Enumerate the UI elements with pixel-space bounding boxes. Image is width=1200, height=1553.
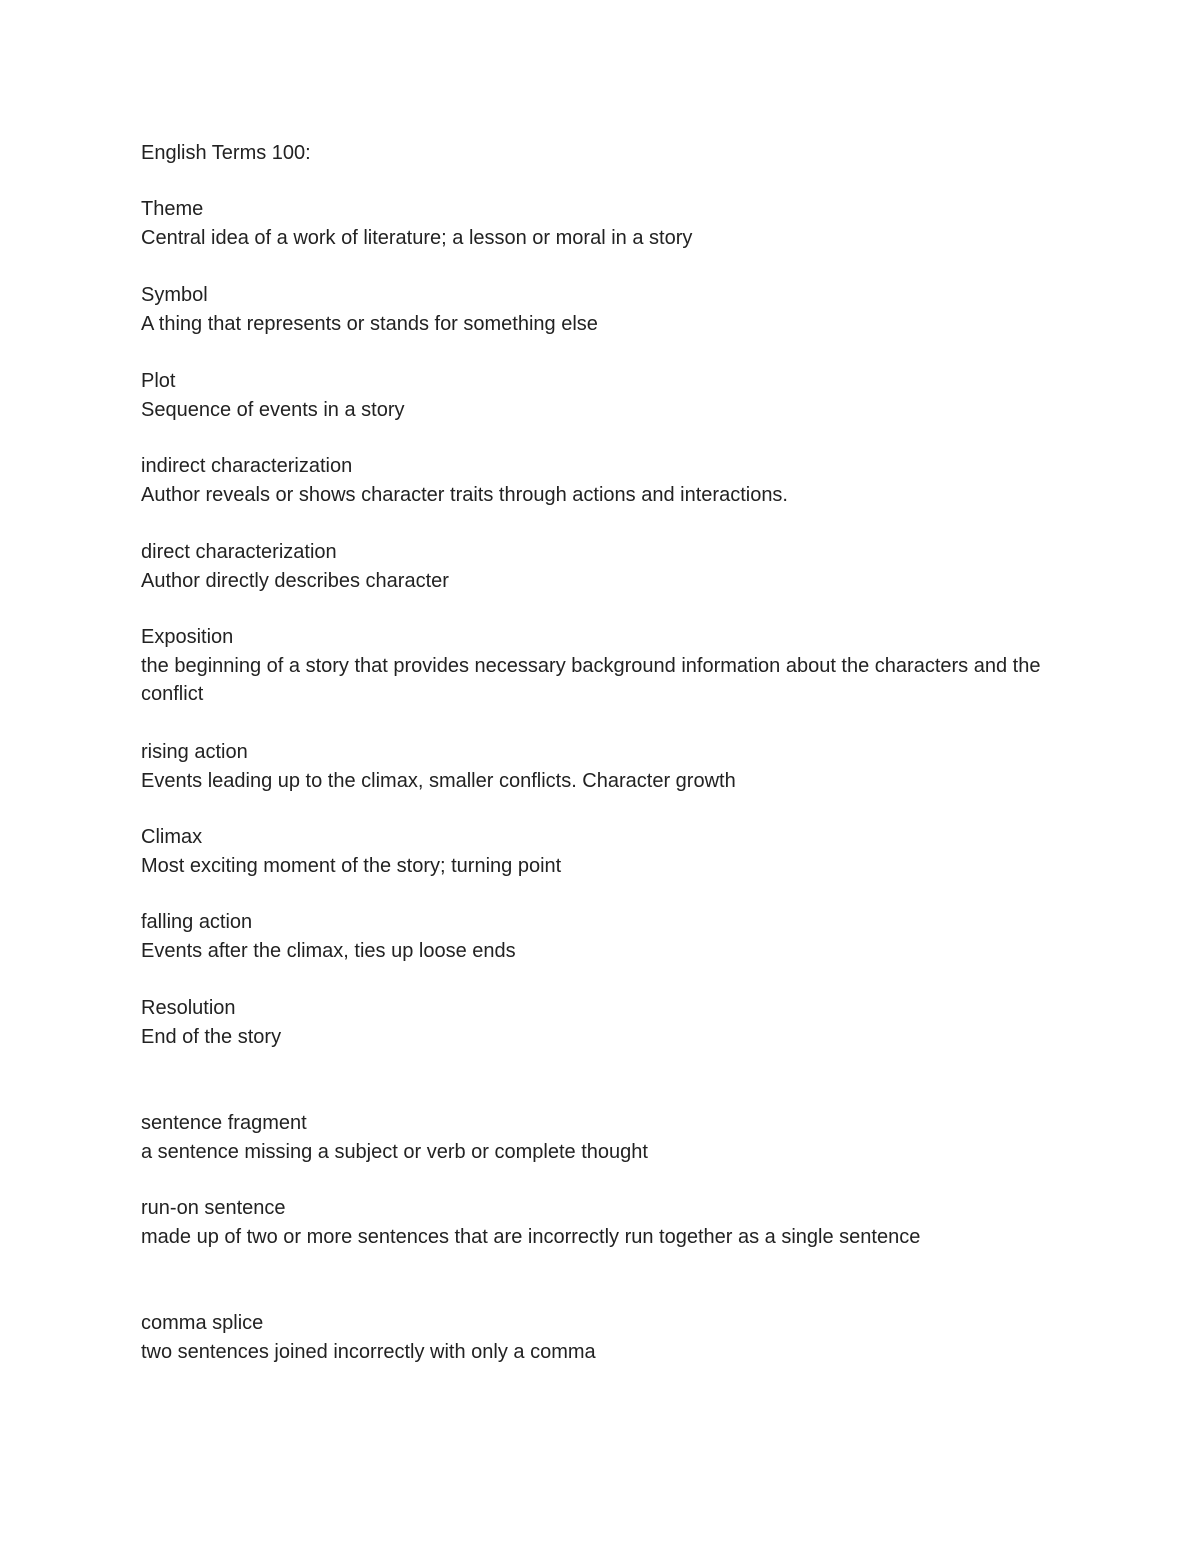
- glossary-entry-direct-characterization: [141, 538, 1046, 595]
- term-label: sentence fragment: [141, 1112, 307, 1134]
- term-label: Plot: [141, 370, 176, 392]
- term-label: Resolution: [141, 997, 236, 1019]
- term-label: Climax: [141, 826, 203, 848]
- term-label: comma splice: [141, 1312, 264, 1334]
- glossary-entry-falling-action: [141, 908, 1046, 965]
- term-definition: the beginning of a story that provides necessary background information about the characters and the conflict: [141, 654, 1041, 705]
- document-title: English Terms 100:: [141, 142, 311, 164]
- glossary-entry-sentence-fragment: [141, 1109, 1046, 1166]
- term-label: direct characterization: [141, 541, 337, 563]
- glossary-entry-exposition: [141, 623, 1046, 709]
- term-label: Symbol: [141, 284, 208, 306]
- term-definition: Events leading up to the climax, smaller conflicts. Character growth: [141, 769, 736, 792]
- glossary-entry-symbol: [141, 281, 1046, 338]
- term-definition: Central idea of a work of literature; a lesson or moral in a story: [141, 226, 693, 249]
- glossary-entry-plot: [141, 367, 1046, 424]
- term-label: run-on sentence: [141, 1197, 286, 1219]
- term-definition: Events after the climax, ties up loose ends: [141, 939, 516, 962]
- term-definition: A thing that represents or stands for something else: [141, 312, 598, 335]
- term-label: indirect characterization: [141, 455, 353, 477]
- term-label: rising action: [141, 741, 248, 763]
- term-definition: a sentence missing a subject or verb or complete thought: [141, 1140, 648, 1163]
- term-definition: two sentences joined incorrectly with only a comma: [141, 1340, 596, 1363]
- term-definition: End of the story: [141, 1025, 282, 1048]
- term-label: falling action: [141, 911, 253, 933]
- glossary-entry-rising-action: [141, 738, 1046, 795]
- glossary-entry-comma-splice: [141, 1309, 1046, 1366]
- term-label: Theme: [141, 198, 204, 220]
- term-definition: Most exciting moment of the story; turning point: [141, 854, 562, 877]
- glossary-entry-run-on-sentence: [141, 1194, 1046, 1251]
- glossary-entry-resolution: [141, 994, 1046, 1051]
- term-definition: Author directly describes character: [141, 569, 449, 592]
- glossary-entry-indirect-characterization: [141, 452, 1046, 509]
- term-definition: Author reveals or shows character traits through actions and interactions.: [141, 483, 788, 506]
- term-definition: made up of two or more sentences that are incorrectly run together as a single sentence: [141, 1225, 921, 1248]
- term-label: Exposition: [141, 626, 234, 648]
- term-definition: Sequence of events in a story: [141, 398, 405, 421]
- glossary-entry-climax: [141, 823, 1046, 880]
- glossary-entry-theme: [141, 195, 1046, 252]
